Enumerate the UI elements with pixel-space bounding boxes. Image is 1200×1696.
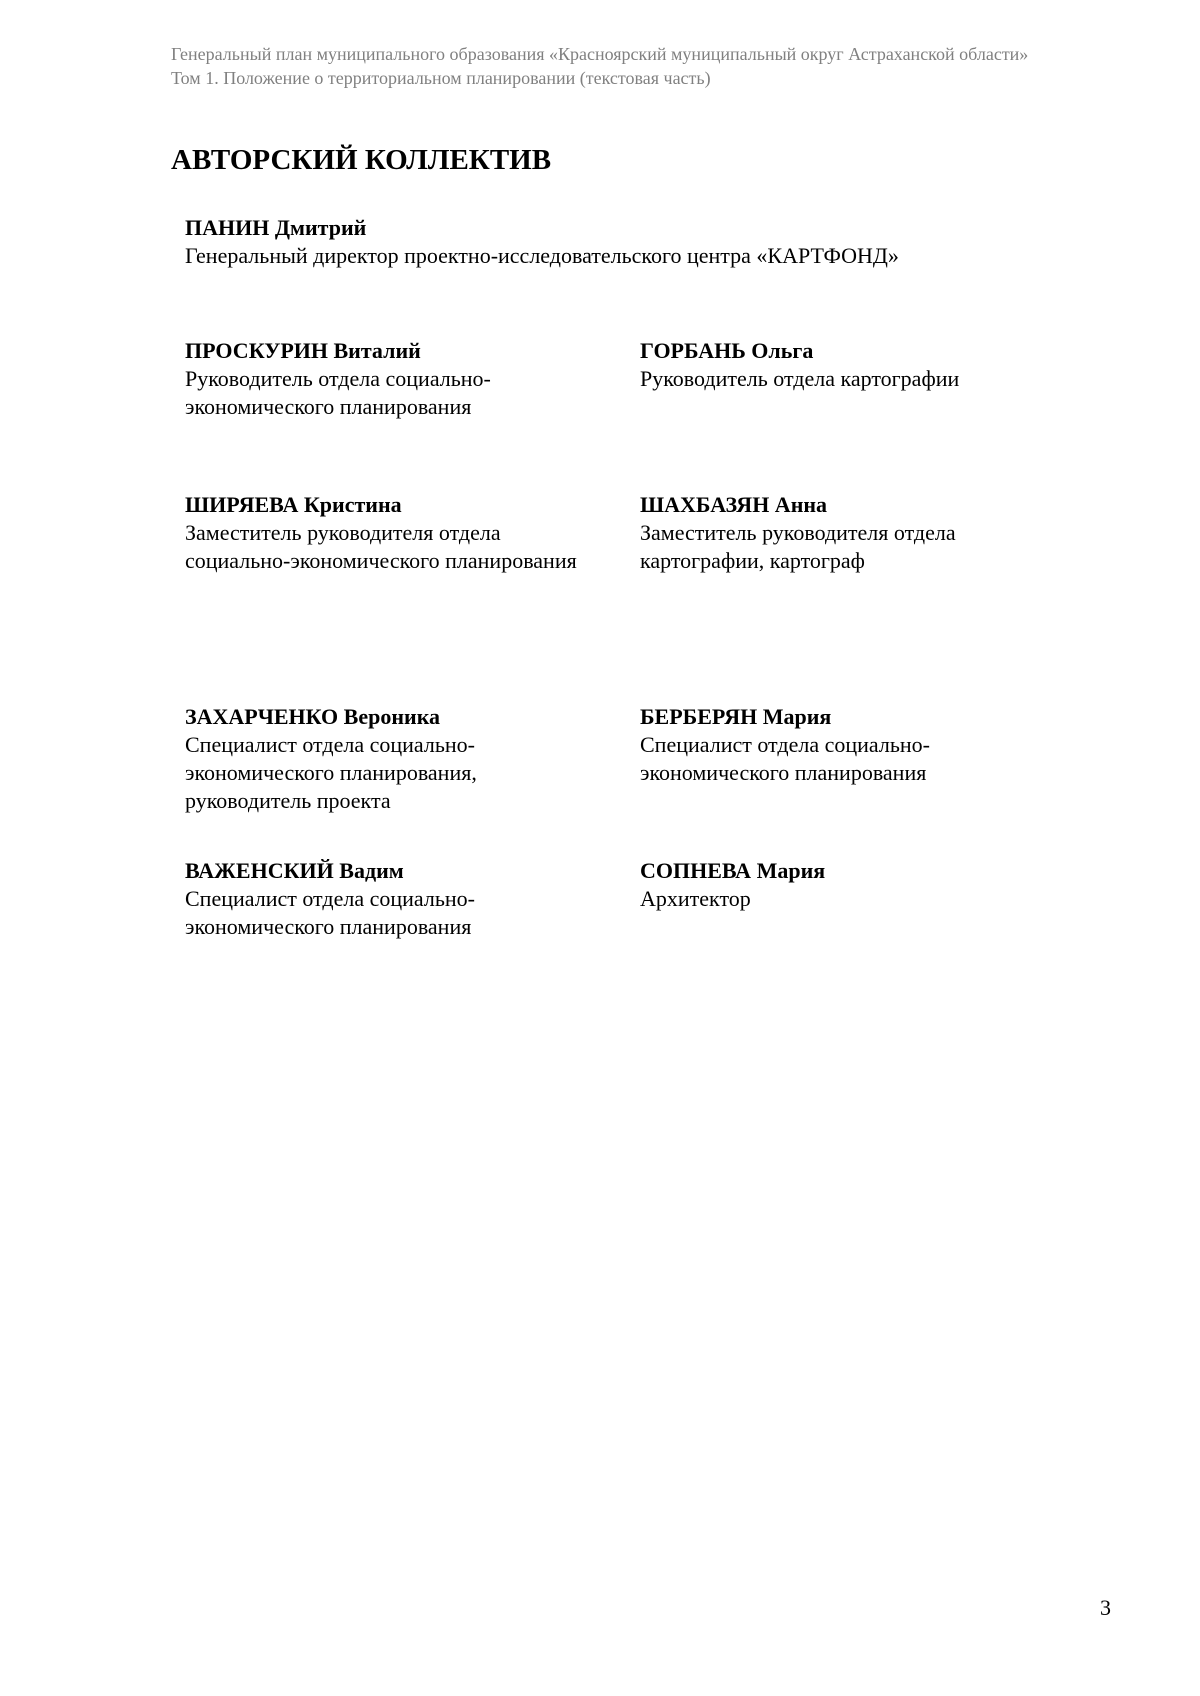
author-role: Руководитель отдела картографии [640, 366, 960, 391]
author-director [185, 214, 1085, 270]
author-name: ЗАХАРЧЕНКО Вероника [185, 704, 441, 729]
author-entry [640, 703, 1060, 787]
author-role: Специалист отдела социально-экономического планирования [640, 732, 930, 785]
author-name: ВАЖЕНСКИЙ Вадим [185, 858, 404, 883]
author-entry [185, 857, 605, 941]
author-role: Заместитель руководителя отдела картографии, картограф [640, 520, 956, 573]
author-role: Специалист отдела социально-экономического планирования, руководитель проекта [185, 732, 477, 813]
author-entry [185, 337, 605, 421]
author-name: ГОРБАНЬ Ольга [640, 338, 814, 363]
author-entry [185, 703, 605, 815]
author-role: Генеральный директор проектно-исследовательского центра «КАРТФОНД» [185, 243, 899, 268]
running-header [171, 42, 1114, 90]
author-role: Руководитель отдела социально-экономического планирования [185, 366, 491, 419]
author-entry [185, 491, 605, 575]
page-number: 3 [1100, 1595, 1111, 1620]
author-entry [640, 491, 1060, 575]
author-name: ШАХБАЗЯН Анна [640, 492, 828, 517]
header-document-title: Генеральный план муниципального образования «Красноярский муниципальный округ Астраханской области» [171, 44, 1029, 64]
author-name: ПРОСКУРИН Виталий [185, 338, 421, 363]
author-entry [640, 857, 1060, 913]
page-title: АВТОРСКИЙ КОЛЛЕКТИВ [171, 144, 552, 176]
author-name: БЕРБЕРЯН Мария [640, 704, 832, 729]
header-volume-title: Том 1. Положение о территориальном планировании (текстовая часть) [171, 68, 711, 88]
author-name: ПАНИН Дмитрий [185, 215, 367, 240]
author-role: Заместитель руководителя отдела социально-экономического планирования [185, 520, 577, 573]
author-role: Специалист отдела социально-экономического планирования [185, 886, 475, 939]
author-role: Архитектор [640, 886, 751, 911]
author-name: ШИРЯЕВА Кристина [185, 492, 402, 517]
author-entry [640, 337, 1060, 393]
author-name: СОПНЕВА Мария [640, 858, 826, 883]
